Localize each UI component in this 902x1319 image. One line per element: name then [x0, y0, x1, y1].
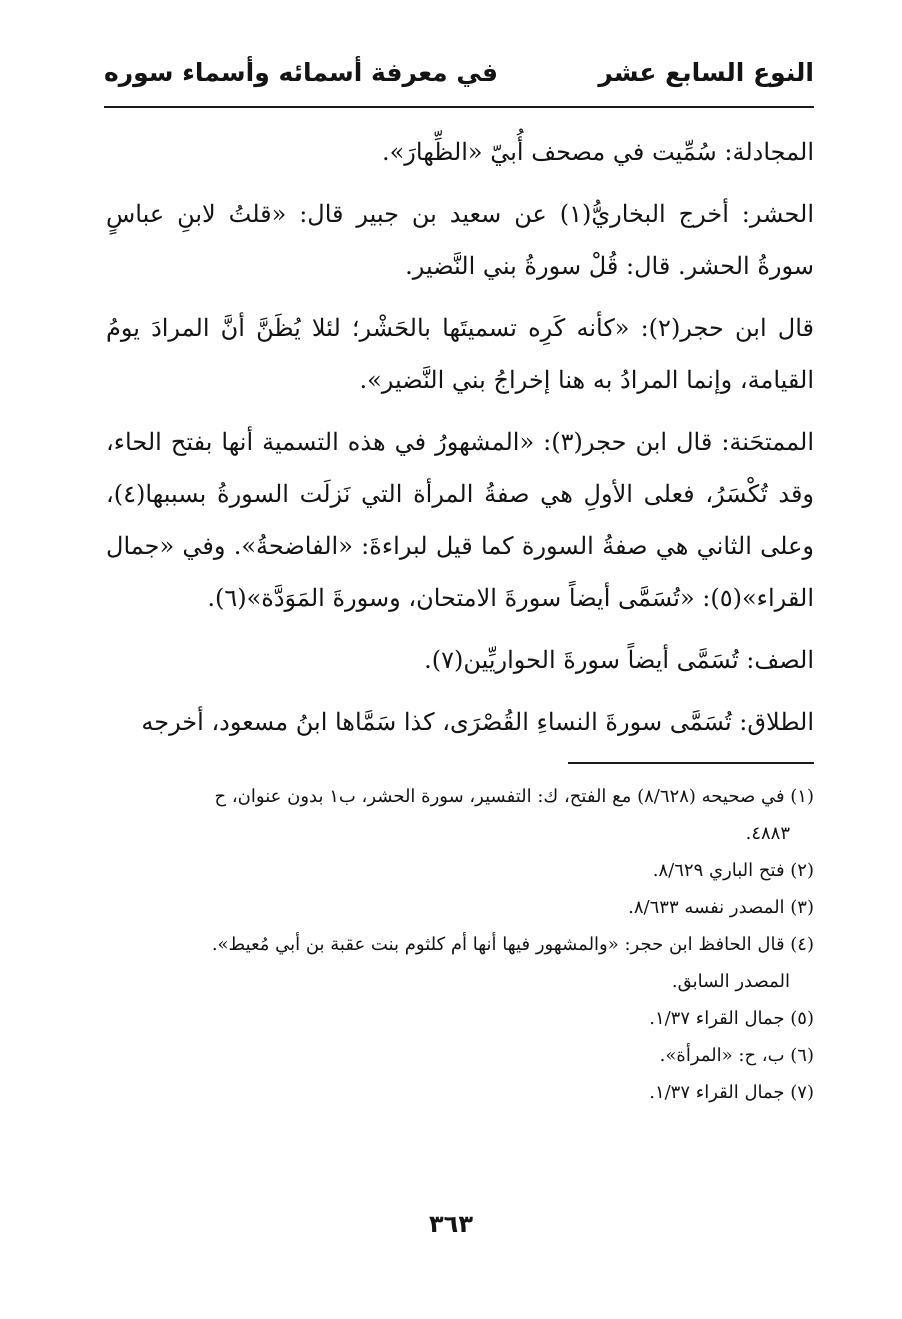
page-number: ٣٦٣ — [429, 1210, 473, 1238]
footnote-2: (٢) فتح الباري ٨/٦٢٩. — [652, 860, 814, 881]
footnote-1-continuation: ٤٨٨٣. — [745, 823, 790, 844]
footnote-7: (٧) جمال القراء ١/٣٧. — [649, 1082, 814, 1103]
header-chapter-title: النوع السابع عشر — [598, 58, 814, 87]
footnotes — [106, 778, 814, 1111]
main-text — [106, 126, 814, 758]
header-section-title: في معرفة أسمائه وأسماء سوره — [104, 58, 499, 87]
running-header — [104, 58, 814, 98]
paragraph-ibn-hajar-quote: قال ابن حجر(٢): «كأنه كَرِه تسميتَها بالحَشْر؛ لئلا يُظَنَّ أنَّ المرادَ يومُ القيامة، وإنما المرادُ به هنا إخراجُ بني النَّضير». — [106, 314, 814, 394]
header-divider — [104, 106, 814, 108]
paragraph-mujadala: المجادلة: سُمِّيت في مصحف أُبيّ «الظِّهارَ». — [381, 138, 814, 166]
footnote-3: (٣) المصدر نفسه ٨/٦٣٣. — [628, 897, 814, 918]
paragraph-hashr: الحشر: أخرج البخاريُّ(١) عن سعيد بن جبير قال: «قلتُ لابنِ عباسٍ سورةُ الحشر. قال: قُلْ سورةُ بني النَّضير. — [106, 200, 814, 280]
paragraph-saff: الصف: تُسَمَّى أيضاً سورةَ الحواريِّين(٧). — [424, 646, 814, 674]
footnote-4-continuation: المصدر السابق. — [671, 971, 790, 992]
footnote-5: (٥) جمال القراء ١/٣٧. — [649, 1008, 814, 1029]
footnote-6: (٦) ب، ح: «المرأة». — [659, 1045, 814, 1066]
paragraph-talaq: الطلاق: تُسَمَّى سورةَ النساءِ القُصْرَى، كذا سَمَّاها ابنُ مسعود، أخرجه — [141, 708, 814, 736]
footnote-divider — [568, 762, 814, 764]
paragraph-mumtahana: الممتحَنة: قال ابن حجر(٣): «المشهورُ في هذه التسمية أنها بفتح الحاء، وقد تُكْسَرُ، فعلى الأولِ هي صفةُ المرأة التي نَزلَت السورةُ بسببها(٤)، وعلى الثاني هي صفةُ السورة كما قيل لبراءةَ: «الفاضحةُ». وفي «جمال القراء»(٥): «تُسَمَّى أيضاً سورةَ الامتحان، وسورةَ المَوَدَّة»(٦). — [106, 428, 814, 612]
footnote-1: (١) في صحيحه (٨/٦٢٨) مع الفتح، ك: التفسير، سورة الحشر، ب١ بدون عنوان، ح — [214, 786, 814, 807]
footnote-4: (٤) قال الحافظ ابن حجر: «والمشهور فيها أنها أم كلثوم بنت عقبة بن أبي مُعيط». — [211, 934, 814, 955]
